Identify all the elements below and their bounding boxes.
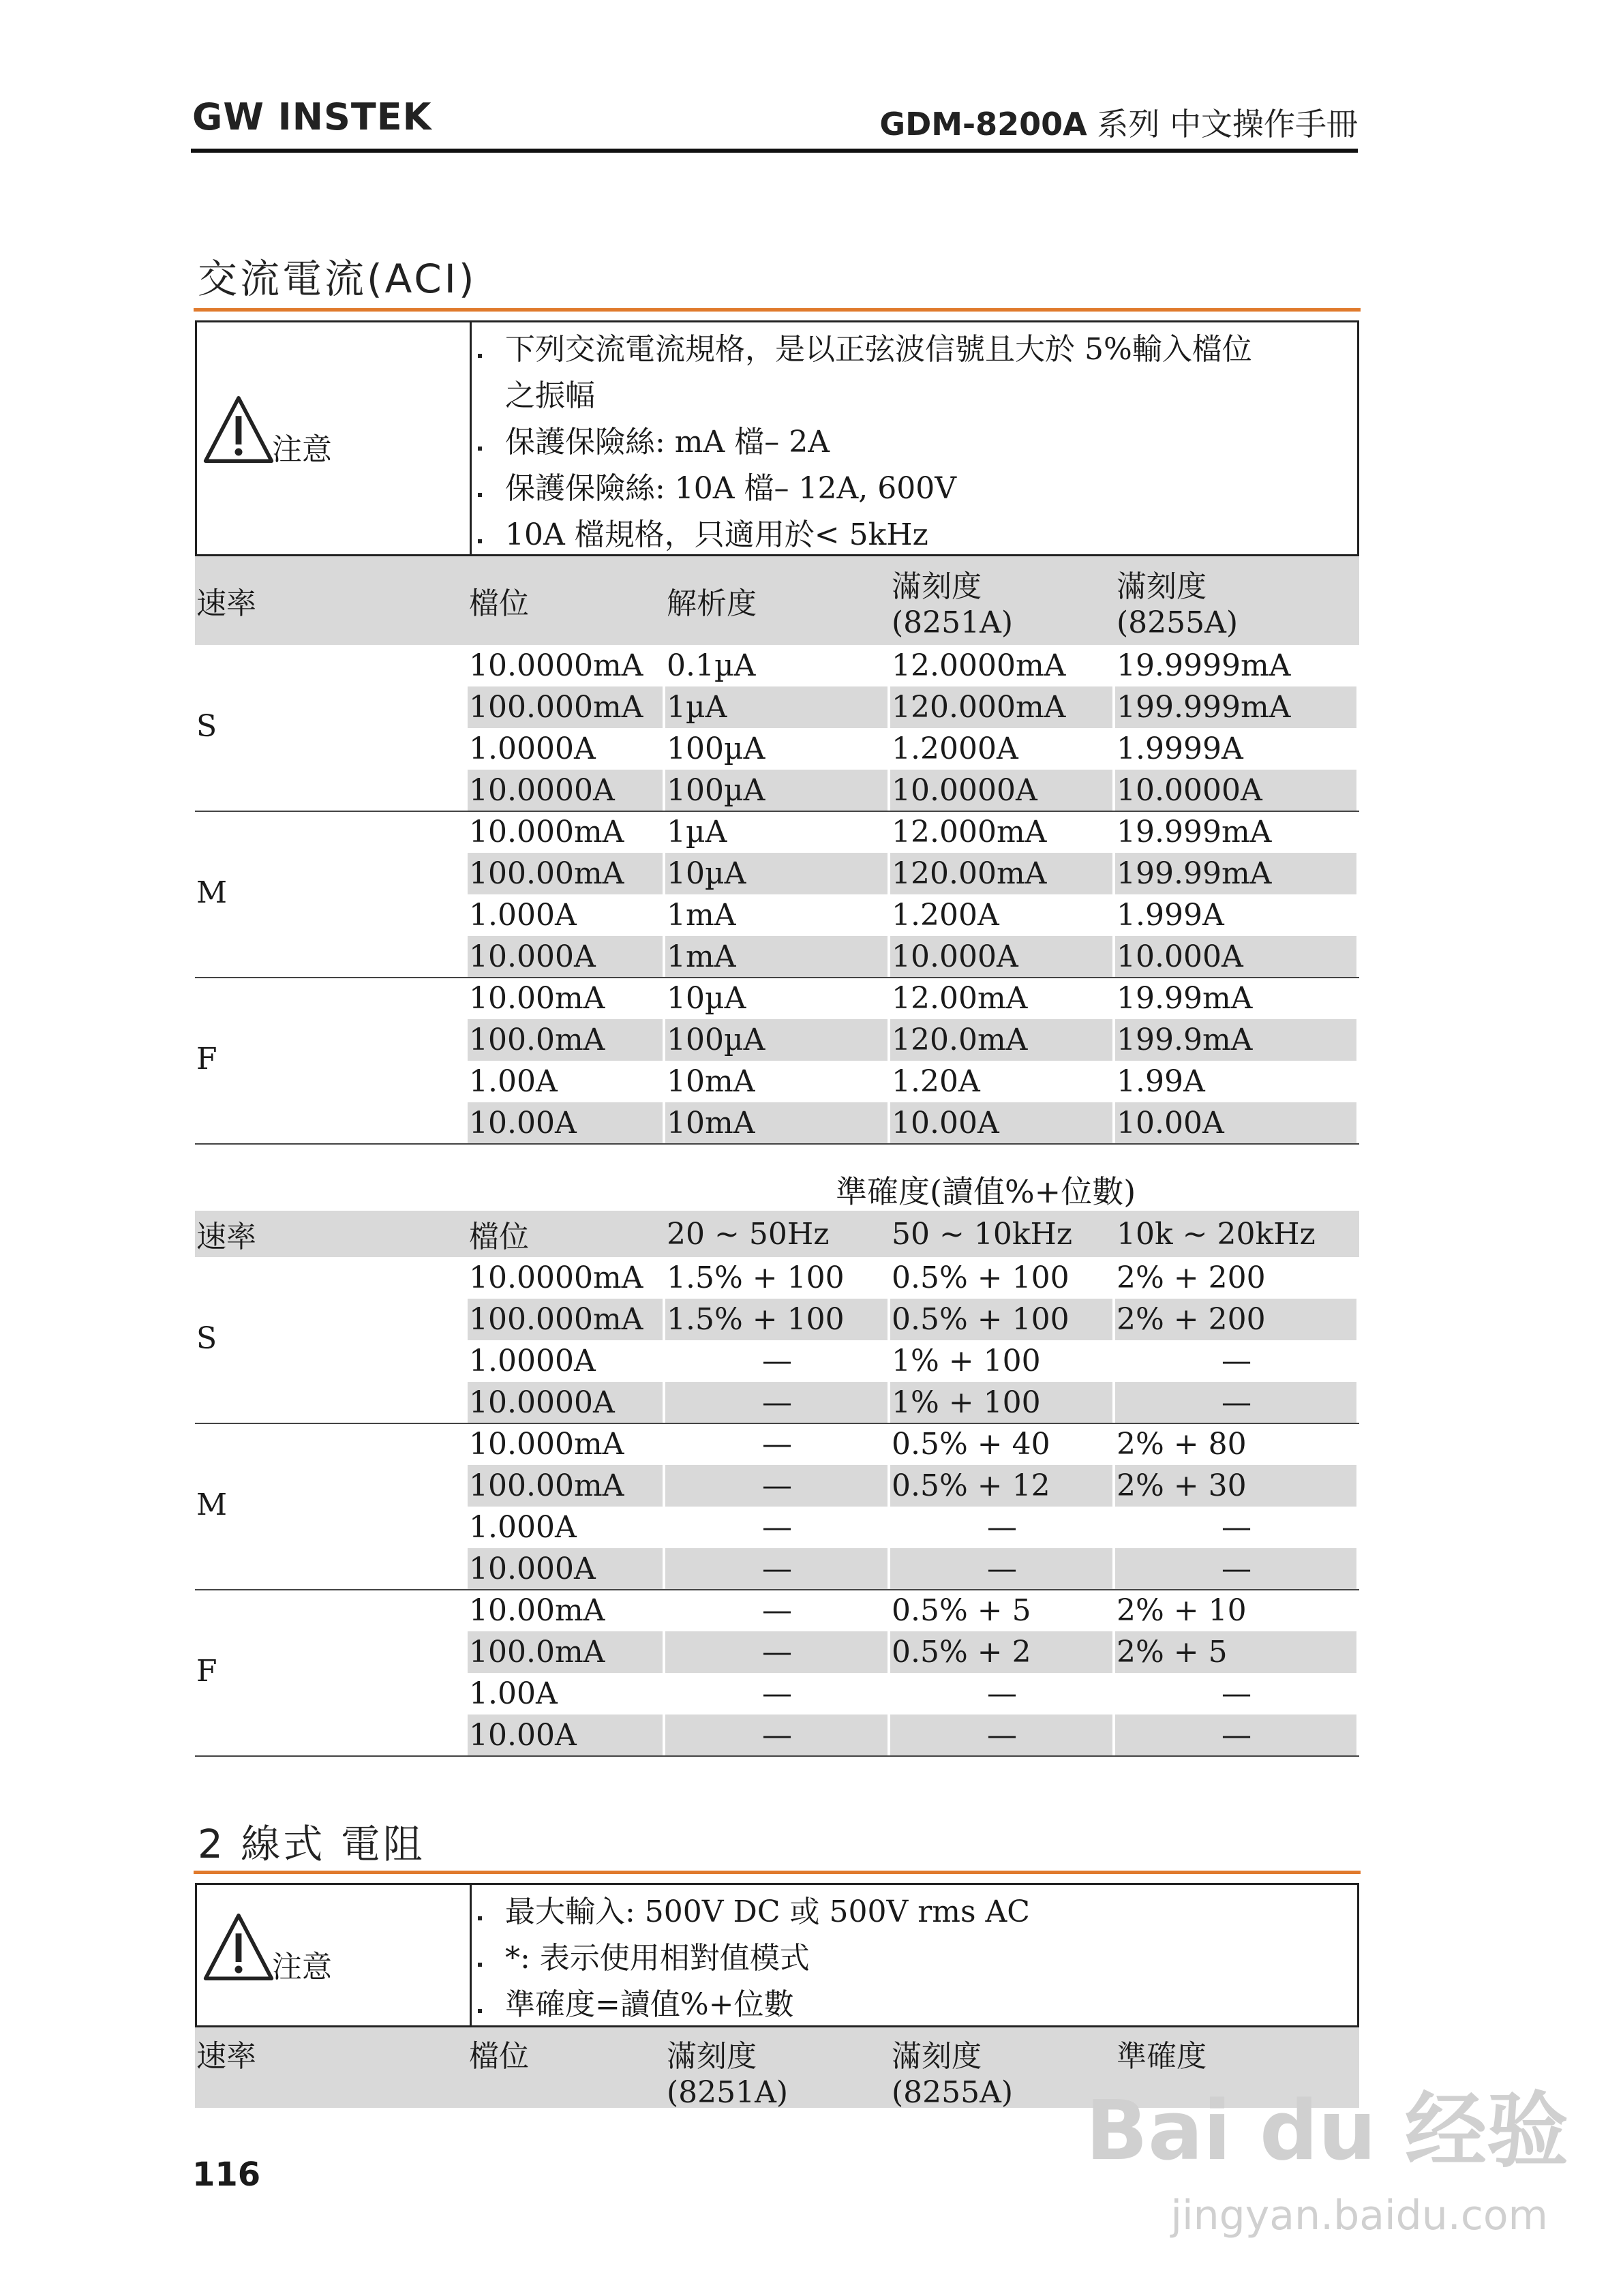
table-cell: — [1222, 1676, 1252, 1711]
header-fullscale-8251 [665, 2027, 890, 2108]
table-cell: 10.0000A [468, 770, 663, 811]
table-cell: 199.99mA [1115, 853, 1356, 894]
table-cell: 1.999A [1117, 898, 1224, 933]
table-cell: 1.5% + 100 [665, 1299, 888, 1340]
table-cell: 1.2000A [892, 731, 1018, 766]
table-cell: 10.00mA [469, 1593, 605, 1628]
header-speed: 速率 [196, 2039, 256, 2074]
table-cell: 1.00A [469, 1676, 558, 1711]
note-item: 保護保險絲: mA 檔– 2A [470, 419, 1252, 466]
table-cell: — [1115, 1382, 1356, 1423]
header-model-text: (8255A) [1117, 605, 1239, 640]
table-cell: 19.9999mA [1117, 648, 1291, 683]
speed-label: S [196, 709, 217, 744]
table-row [195, 770, 1359, 811]
table-cell: 1mA [667, 898, 736, 933]
table-cell: 1.000A [469, 1510, 577, 1545]
group-divider [195, 1143, 1359, 1145]
accuracy-caption: 準確度(讀值%+位數) [836, 1173, 1136, 1210]
table-row [195, 1715, 1359, 1756]
table-cell: 10.000A [468, 936, 663, 978]
header-range: 檔位 [469, 2039, 529, 2074]
table-cell: 120.0mA [890, 1019, 1112, 1061]
table-cell: 100.00mA [468, 853, 663, 894]
table-cell: 10.000A [890, 936, 1112, 978]
table-cell: 120.00mA [890, 853, 1112, 894]
note-label: 注意 [272, 432, 332, 467]
table-row [195, 936, 1359, 978]
table-cell: 10mA [667, 1064, 755, 1099]
table-row [195, 728, 1359, 770]
table-cell: — [762, 1676, 792, 1711]
table-cell: 10.0000A [468, 1382, 663, 1423]
table-row [195, 853, 1359, 894]
table-cell: — [890, 1715, 1112, 1756]
table-cell: 10.000mA [469, 1427, 624, 1462]
warning-label [201, 1909, 332, 1984]
table-cell: 12.000mA [892, 815, 1047, 849]
table-cell: — [762, 1427, 792, 1462]
table-cell: 10.0000A [890, 770, 1112, 811]
header-fullscale-8255 [1115, 556, 1359, 645]
table-cell: 1.000A [469, 898, 577, 933]
table-cell: 12.0000mA [892, 648, 1066, 683]
table-cell: 120.000mA [890, 686, 1112, 728]
note-box-aci [195, 320, 1359, 556]
table-cell: — [665, 1465, 888, 1507]
table-cell: 100.00mA [468, 1465, 663, 1507]
table-cell: 1mA [665, 936, 888, 978]
table-cell: 1.20A [892, 1064, 980, 1099]
section-rule [194, 308, 1361, 312]
table-cell: — [665, 1382, 888, 1423]
table-row [195, 1548, 1359, 1590]
table-cell: 19.999mA [1117, 815, 1272, 849]
table-row [195, 1382, 1359, 1423]
page-number: 116 [192, 2156, 261, 2194]
speed-label: M [196, 1487, 228, 1522]
table-row [195, 1061, 1359, 1102]
header-speed: 速率 [196, 1220, 256, 1254]
table-cell: 10µA [665, 853, 888, 894]
table-cell: — [665, 1715, 888, 1756]
table-cell: 1µA [665, 686, 888, 728]
table-cell: 2% + 200 [1115, 1299, 1356, 1340]
header-speed: 速率 [196, 586, 256, 621]
table-cell: 10.00A [1115, 1102, 1356, 1144]
table-row [195, 1631, 1359, 1673]
table-row [195, 1423, 1359, 1465]
note-list-resistance [470, 1889, 1030, 2028]
note-item: 下列交流電流規格，是以正弦波信號且大於 5%輸入檔位 [470, 327, 1252, 373]
table-cell: 1.0000A [469, 1344, 596, 1378]
table-cell: — [1222, 1510, 1252, 1545]
table-cell: — [1222, 1344, 1252, 1378]
table-cell: — [762, 1344, 792, 1378]
note-item: 準確度=讀值%+位數 [470, 1982, 1030, 2028]
table-row [195, 1590, 1359, 1631]
header-text: 滿刻度 [1117, 569, 1207, 604]
table-cell: 10.0000mA [469, 648, 643, 683]
note-list-aci [470, 327, 1252, 558]
table-row [195, 978, 1359, 1019]
header-freq-1: 20 ~ 50Hz [667, 1216, 830, 1252]
speed-label: S [196, 1321, 217, 1356]
table-row [195, 1299, 1359, 1340]
table-cell: — [987, 1676, 1017, 1711]
table-cell: 100µA [665, 770, 888, 811]
table-row [195, 645, 1359, 686]
note-label-cell [197, 322, 472, 554]
table-cell: — [1115, 1548, 1356, 1590]
header-resolution: 解析度 [667, 586, 757, 621]
header-freq-2: 50 ~ 10kHz [892, 1216, 1073, 1252]
note-item: *: 表示使用相對值模式 [470, 1935, 1030, 1982]
table-cell: 10mA [665, 1102, 888, 1144]
warning-icon [201, 1909, 276, 1984]
table-row [195, 1465, 1359, 1507]
table-row [195, 1673, 1359, 1715]
table-cell: 1.200A [892, 898, 999, 933]
header-text: 滿刻度 [892, 569, 982, 604]
document-title-text: 系列 中文操作手冊 [1087, 106, 1358, 142]
table-cell: 1.00A [469, 1064, 558, 1099]
table-cell: — [987, 1510, 1017, 1545]
table-cell: 100.000mA [468, 686, 663, 728]
table-cell: 0.1µA [667, 648, 756, 683]
table-cell: 1% + 100 [892, 1344, 1041, 1378]
table-cell: 0.5% + 40 [892, 1427, 1050, 1462]
table-cell: 100.0mA [468, 1631, 663, 1673]
table-cell: 0.5% + 5 [892, 1593, 1031, 1628]
section-rule [194, 1871, 1361, 1874]
section-title-aci: 交流電流(ACI) [198, 256, 477, 302]
table-cell: 2% + 10 [1117, 1593, 1247, 1628]
table-cell: 100µA [667, 731, 765, 766]
table-row [195, 686, 1359, 728]
watermark-url: jingyan.baidu.com [1170, 2192, 1548, 2239]
table-cell: 12.00mA [892, 981, 1028, 1016]
speed-label: M [196, 875, 228, 910]
table-cell: 2% + 200 [1117, 1260, 1266, 1295]
header-range: 檔位 [469, 1220, 529, 1254]
group-divider [195, 1755, 1359, 1757]
table-row [195, 1507, 1359, 1548]
table-cell: — [890, 1548, 1112, 1590]
table-cell: 0.5% + 2 [890, 1631, 1112, 1673]
table-row [195, 894, 1359, 936]
table-cell: 100.0mA [468, 1019, 663, 1061]
table-row [195, 1340, 1359, 1382]
table-header-row [195, 1211, 1359, 1257]
table-cell: 10.00mA [469, 981, 605, 1016]
table-cell: 199.999mA [1115, 686, 1356, 728]
section-title-2wire-resistance: 2 線式 電阻 [198, 1821, 425, 1867]
document-title [879, 100, 1358, 145]
table-cell: 10.0000mA [469, 1260, 643, 1295]
table-cell: 10µA [667, 981, 746, 1016]
table-cell: 10.000A [468, 1548, 663, 1590]
table-cell: 0.5% + 100 [892, 1260, 1070, 1295]
table-cell: 0.5% + 100 [890, 1299, 1112, 1340]
table-header-row [195, 556, 1359, 645]
table-cell: 10.00A [468, 1715, 663, 1756]
speed-label: F [196, 1654, 217, 1689]
note-item: 保護保險絲: 10A 檔– 12A, 600V [470, 466, 1252, 512]
table-cell: 2% + 5 [1115, 1631, 1356, 1673]
table-cell: — [665, 1631, 888, 1673]
header-range: 檔位 [469, 586, 529, 621]
table-row [195, 1257, 1359, 1299]
table-cell: 1% + 100 [890, 1382, 1112, 1423]
watermark-logo: Bai du 经验 [1085, 2084, 1568, 2179]
warning-label [201, 392, 332, 467]
note-item: 10A 檔規格，只適用於< 5kHz [470, 512, 1252, 558]
table-cell: 1.5% + 100 [667, 1260, 845, 1295]
header-fullscale-8251 [890, 556, 1115, 645]
table-cell: 2% + 30 [1115, 1465, 1356, 1507]
table-cell: 1.9999A [1117, 731, 1243, 766]
table-row [195, 811, 1359, 853]
brand-logo: GW INSTEK [192, 95, 432, 138]
header-model-text: (8251A) [892, 605, 1014, 640]
table-cell: — [665, 1548, 888, 1590]
warning-icon [201, 392, 276, 467]
table-cell: 100µA [665, 1019, 888, 1061]
table-cell: 10.000A [1115, 936, 1356, 978]
table-cell: — [762, 1510, 792, 1545]
header-accuracy: 準確度 [1117, 2039, 1207, 2074]
table-cell: 199.9mA [1115, 1019, 1356, 1061]
note-label-cell [197, 1885, 472, 2025]
table-cell: 19.99mA [1117, 981, 1253, 1016]
header-text: 滿刻度 [892, 2039, 982, 2074]
header-freq-3: 10k ~ 20kHz [1117, 1216, 1316, 1252]
table-cell: 10.00A [468, 1102, 663, 1144]
header-fullscale-8255 [890, 2027, 1115, 2108]
header-rule [191, 149, 1358, 153]
note-label: 注意 [272, 1950, 332, 1984]
table-cell: 10.000mA [469, 815, 624, 849]
table-row [195, 1019, 1359, 1061]
speed-label: F [196, 1042, 217, 1076]
table-cell: 1µA [667, 815, 727, 849]
table-row [195, 1102, 1359, 1144]
note-item: 最大輸入: 500V DC 或 500V rms AC [470, 1889, 1030, 1935]
table-cell: 100.000mA [468, 1299, 663, 1340]
note-box-resistance [195, 1883, 1359, 2027]
header-text: 滿刻度 [667, 2039, 757, 2074]
document-model: GDM-8200A [879, 106, 1087, 142]
table-cell: 1.0000A [469, 731, 596, 766]
note-item: 之振幅 [505, 378, 595, 413]
header-model-text: (8255A) [892, 2075, 1014, 2110]
table-cell: 1.99A [1117, 1064, 1205, 1099]
table-cell: 0.5% + 12 [890, 1465, 1112, 1507]
table-cell: 10.0000A [1115, 770, 1356, 811]
table-cell: — [1115, 1715, 1356, 1756]
table-cell: 2% + 80 [1117, 1427, 1247, 1462]
table-cell: — [762, 1593, 792, 1628]
header-model-text: (8251A) [667, 2075, 789, 2110]
table-cell: 10.00A [890, 1102, 1112, 1144]
